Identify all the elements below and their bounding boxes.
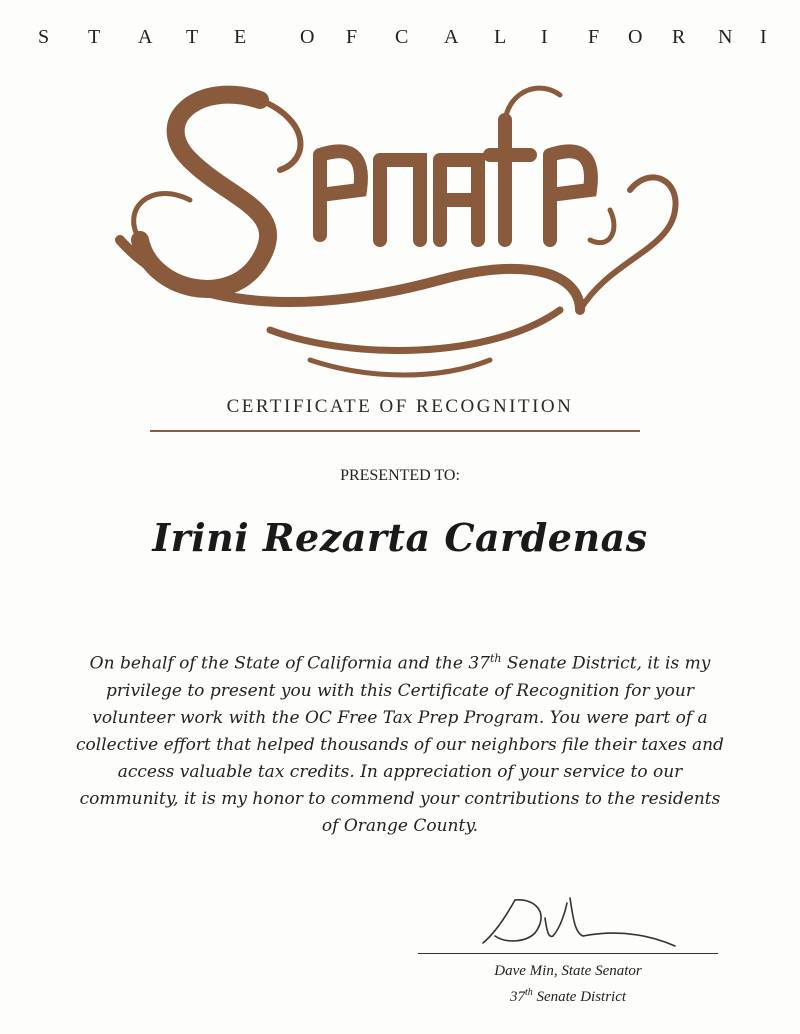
signature-line — [418, 953, 718, 954]
signer-block — [418, 960, 718, 1008]
heading-letter: A — [444, 26, 459, 48]
signer-district-number: 37 — [509, 989, 525, 1005]
heading-letter: O — [628, 26, 643, 48]
state-of-california-heading — [0, 26, 800, 50]
heading-letter: T — [186, 26, 199, 48]
heading-letter: F — [346, 26, 358, 48]
heading-letter: T — [88, 26, 101, 48]
heading-letter: F — [588, 26, 600, 48]
heading-letter: S — [38, 26, 50, 48]
recipient-name: Irini Rezarta Cardenas — [152, 515, 648, 560]
body-text-part1: On behalf of the State of California and the 37 — [89, 653, 490, 674]
certificate-title: CERTIFICATE OF RECOGNITION — [226, 396, 574, 417]
heading-letter: N — [718, 26, 733, 48]
heading-letter: E — [234, 26, 247, 48]
signer-name-title: Dave Min, State Senator — [494, 963, 642, 979]
signer-district-suffix: th — [524, 987, 533, 998]
signer-district — [418, 982, 718, 1008]
signer-district-label: Senate District — [532, 989, 627, 1005]
heading-letter: I — [760, 26, 767, 48]
senate-logo — [110, 60, 690, 390]
heading-letter: R — [672, 26, 686, 48]
title-divider — [150, 430, 640, 432]
heading-letter: A — [138, 26, 153, 48]
body-text-part2: Senate District, it is my privilege to present you with this Certificate of Recognition for your volunteer work with the OC Free Tax Prep Program. You were part of a collective effort that helped thousands of our neighbors file their taxes and access valuable tax credits. In appreciation of your service to our community, it is my honor to commend your contributions to the residents of Orange County. — [76, 653, 724, 836]
certificate-body — [70, 645, 730, 840]
signature-image — [475, 888, 685, 953]
body-ordinal-suffix: th — [489, 652, 502, 665]
presented-to-label: PRESENTED TO: — [340, 467, 460, 484]
heading-letter: L — [494, 26, 507, 48]
heading-letter: I — [541, 26, 548, 48]
heading-letter: C — [395, 26, 409, 48]
heading-letter: O — [300, 26, 315, 48]
